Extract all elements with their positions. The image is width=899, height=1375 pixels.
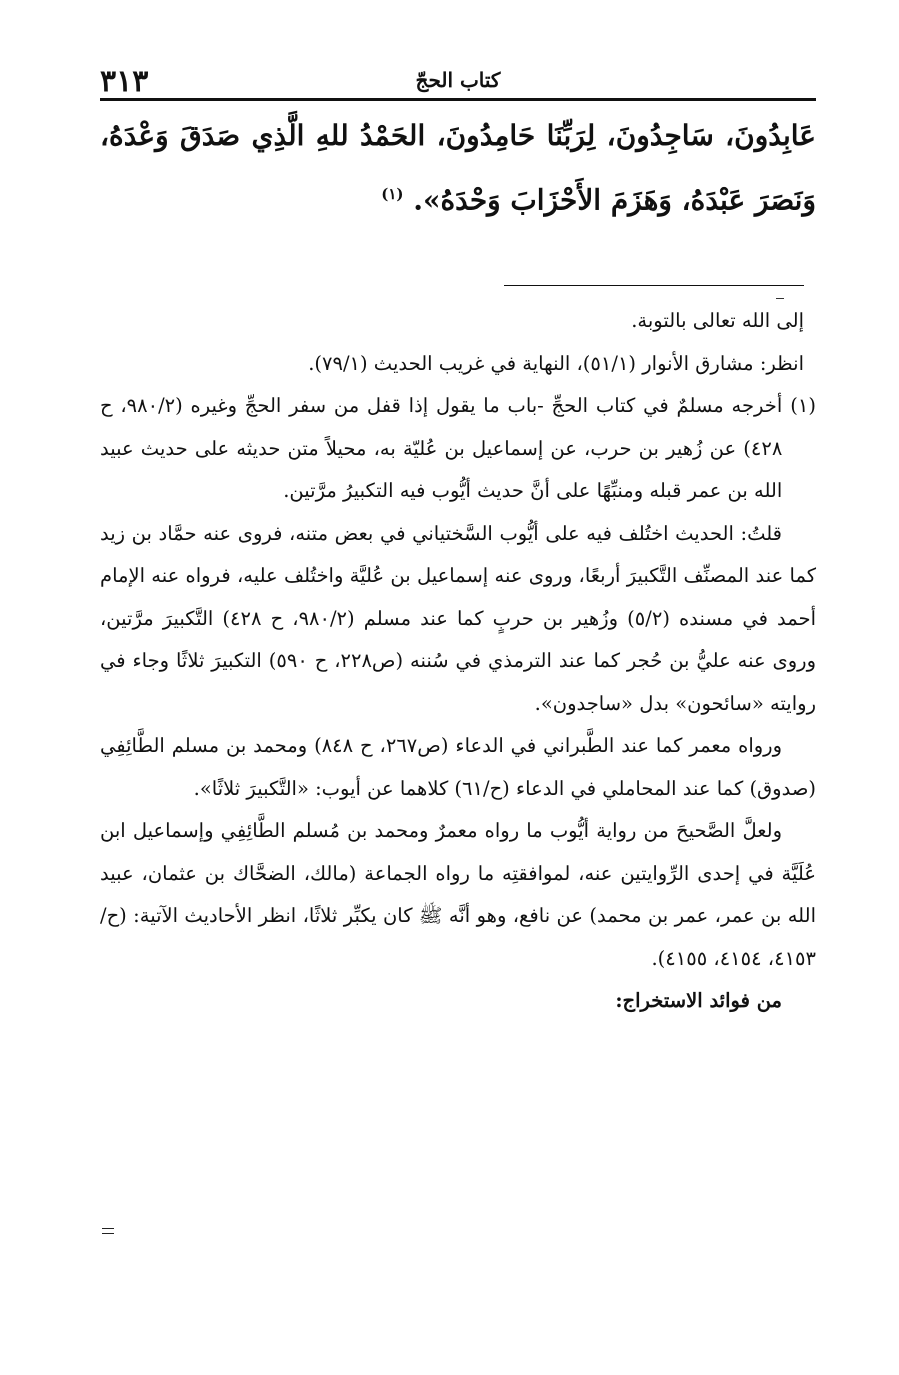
footnote-ref: (١) — [381, 185, 404, 203]
hadith-text: عَابِدُونَ، سَاجِدُونَ، لِرَبِّنَا حَامِدُونَ، الحَمْدُ للهِ الَّذِي صَدَقَ وَعْدَهُ، وَنَصَرَ عَبْدَهُ، وَهَزَمَ الأَحْزَابَ وَحْدَهُ». — [100, 119, 816, 217]
footnote-paragraph-1: قلتُ: الحديث اختُلف فيه على أيُّوب السَّختياني في بعض متنه، فروى عنه حمَّاد بن زيد كما عند المصنِّف التَّكبيرَ أربعًا، وروى عنه إسماعيل بن عُليَّة واختُلف عليه، فرواه عنه الإمام أحمد في مسنده (٥/٢) وزُهير بن حربٍ كما عند مسلم (٩٨٠/٢، ح ٤٢٨) التَّكبيرَ مرَّتين، وروى عنه عليُّ بن حُجر كما عند الترمذي في سُننه (ص٢٢٨، ح ٥٩٠) التكبيرَ ثلاثًا وجاء في روايته «سائحون» بدل «ساجدون». — [100, 521, 817, 715]
page-number: ٣١٣ — [100, 64, 149, 99]
benefits-heading: من فوائد الاستخراج: — [615, 989, 782, 1013]
footnotes — [100, 300, 816, 1023]
running-title: كتاب الحجّ — [415, 68, 501, 92]
footnote-1-text: أخرجه مسلمٌ في كتاب الحجِّ -باب ما يقول إذا قفل من سفر الحجِّ وغيره (٩٨٠/٢، ح ٤٢٨) عن زُهير بن حرب، عن إسماعيل بن عُليّة به، محيلاً متن حديثه على حديث عبيد الله بن عمر قبله ومنبِّهًا على أنَّ حديث أيُّوب فيه التكبيرُ مرَّتين. — [100, 394, 783, 503]
footnote-sources: انظر: مشارق الأنوار (٥١/١)، النهاية في غريب الحديث (٧٩/١). — [308, 351, 804, 375]
footnote-paragraph-2: ورواه معمر كما عند الطَّبراني في الدعاء (ص٢٦٧، ح ٨٤٨) ومحمد بن مسلم الطَّائِفِي (صدوق) كما عند المحاملي في الدعاء (ح/٦١) كلاهما عن أيوب: «التَّكبيرَ ثلاثًا». — [100, 734, 816, 800]
main-text — [100, 107, 816, 229]
header-rule — [100, 98, 816, 101]
footnote-1 — [100, 385, 816, 513]
page-header — [100, 58, 816, 98]
footnote-paragraph-3: ولعلَّ الصَّحيحَ من رواية أيُّوب ما رواه معمرٌ ومحمد بن مُسلم الطَّائِفِي وإسماعيل ابن عُلَيَّة في إحدى الرِّوايتين عنه، لموافقتِه ما رواه الجماعة (مالك، الضحَّاك بن عثمان، عبيد الله بن عمر، عمر بن محمد) عن نافع، وهو أنَّه ﷺ كان يكبِّر ثلاثًا، انظر الأحاديث الآتية: (ح/٤١٥٣، ٤١٥٤، ٤١٥٥). — [100, 819, 816, 970]
book-page — [100, 58, 816, 1023]
footnote-1-number: (١) — [790, 394, 816, 418]
page-end-mark — [102, 1228, 114, 1234]
footnote-separator — [504, 285, 804, 286]
footnote-continuation: إلى الله تعالى بالتوبة. — [631, 309, 804, 333]
